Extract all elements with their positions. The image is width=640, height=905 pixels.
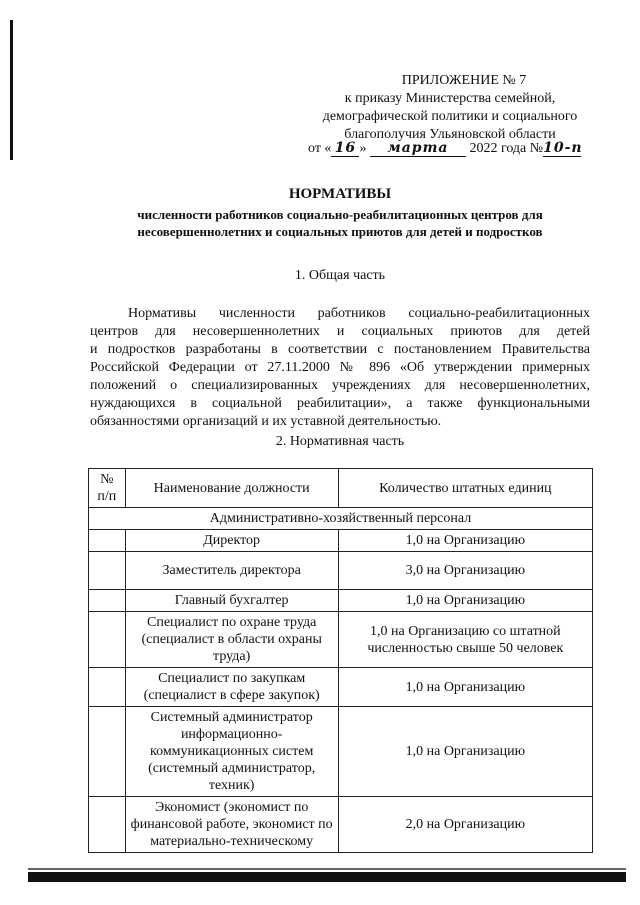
section-1-heading: 1. Общая часть xyxy=(294,268,386,283)
row-number xyxy=(89,590,126,612)
paragraph-line: Российской Федерации от 27.11.2000 № 896 «Об утверждении примерных xyxy=(90,360,590,375)
row-number xyxy=(89,612,126,668)
group-label: Административно-хозяйственный персонал xyxy=(89,508,593,530)
document-subtitle-line-1: численности работников социально-реабилитационных центров для xyxy=(137,207,543,222)
row-position: Директор xyxy=(125,530,338,552)
paragraph-line: нуждающихся в социальной реабилитации», а также функциональными xyxy=(90,396,590,411)
document-title: НОРМАТИВЫ xyxy=(288,186,392,202)
table-row xyxy=(89,707,593,797)
row-position: Экономист (экономист по финансовой работе, экономист по материально-техническому xyxy=(125,797,338,853)
row-count: 1,0 на Организацию xyxy=(338,530,592,552)
row-position: Системный администратор информационно-коммуникационных систем (системный администратор, техник) xyxy=(125,707,338,797)
row-count: 3,0 на Организацию xyxy=(338,552,592,590)
row-count: 1,0 на Организацию xyxy=(338,590,592,612)
paragraph-line: Нормативы численности работников социально-реабилитационных xyxy=(128,306,590,321)
appendix-line-3: благополучия Ульяновской области xyxy=(344,127,556,142)
date-year-text: 2022 года № xyxy=(469,141,544,156)
paragraph-line: и подростков разработаны в соответствии с постановлением Правительства xyxy=(90,342,590,357)
row-number xyxy=(89,668,126,707)
appendix-block xyxy=(300,72,600,144)
header-number: № п/п xyxy=(89,469,126,508)
section-1-paragraph xyxy=(90,305,590,431)
header-count: Количество штатных единиц xyxy=(338,469,592,508)
row-number xyxy=(89,530,126,552)
table-row xyxy=(89,612,593,668)
section-2-heading: 2. Нормативная часть xyxy=(275,434,405,449)
header-position: Наименование должности xyxy=(125,469,338,508)
table-row xyxy=(89,552,593,590)
row-position: Специалист по закупкам (специалист в сфере закупок) xyxy=(125,668,338,707)
appendix-line-1: к приказу Министерства семейной, xyxy=(344,91,556,106)
table-group-row xyxy=(89,508,593,530)
row-count: 1,0 на Организацию xyxy=(338,668,592,707)
date-day-handwritten: 16 xyxy=(331,140,359,157)
appendix-date-line xyxy=(308,140,581,157)
appendix-line-2: демографической политики и социального xyxy=(322,109,578,124)
row-count: 1,0 на Организацию xyxy=(338,707,592,797)
table-row xyxy=(89,590,593,612)
row-position: Заместитель директора xyxy=(125,552,338,590)
date-prefix: от « xyxy=(308,141,332,156)
date-month-handwritten: марта xyxy=(370,140,466,157)
row-number xyxy=(89,552,126,590)
table-header-row xyxy=(89,469,593,508)
row-count: 2,0 на Организацию xyxy=(338,797,592,853)
row-count: 1,0 на Организацию со штатной численностью свыше 50 человек xyxy=(338,612,592,668)
row-number xyxy=(89,797,126,853)
table-row xyxy=(89,530,593,552)
appendix-title: ПРИЛОЖЕНИЕ № 7 xyxy=(401,73,527,88)
paragraph-line: положений о специализированных учреждениях для несовершеннолетних, xyxy=(90,378,590,393)
row-position: Специалист по охране труда (специалист в области охраны труда) xyxy=(125,612,338,668)
table-row xyxy=(89,668,593,707)
scan-edge-mark-bottom-thin xyxy=(28,868,626,870)
date-mid: » xyxy=(359,141,367,156)
document-subtitle-line-2: несовершеннолетних и социальных приютов для детей и подростков xyxy=(137,224,543,239)
paragraph-line: обязанностями организаций и их уставной деятельностью. xyxy=(90,414,442,429)
scan-edge-mark-left xyxy=(10,20,13,160)
row-position: Главный бухгалтер xyxy=(125,590,338,612)
norms-table xyxy=(88,468,593,853)
scan-edge-mark-bottom xyxy=(28,872,626,882)
row-number xyxy=(89,707,126,797)
order-number-handwritten: 10-п xyxy=(543,140,583,156)
table-row xyxy=(89,797,593,853)
paragraph-line: центров для несовершеннолетних и социальных приютов для детей xyxy=(90,324,590,339)
